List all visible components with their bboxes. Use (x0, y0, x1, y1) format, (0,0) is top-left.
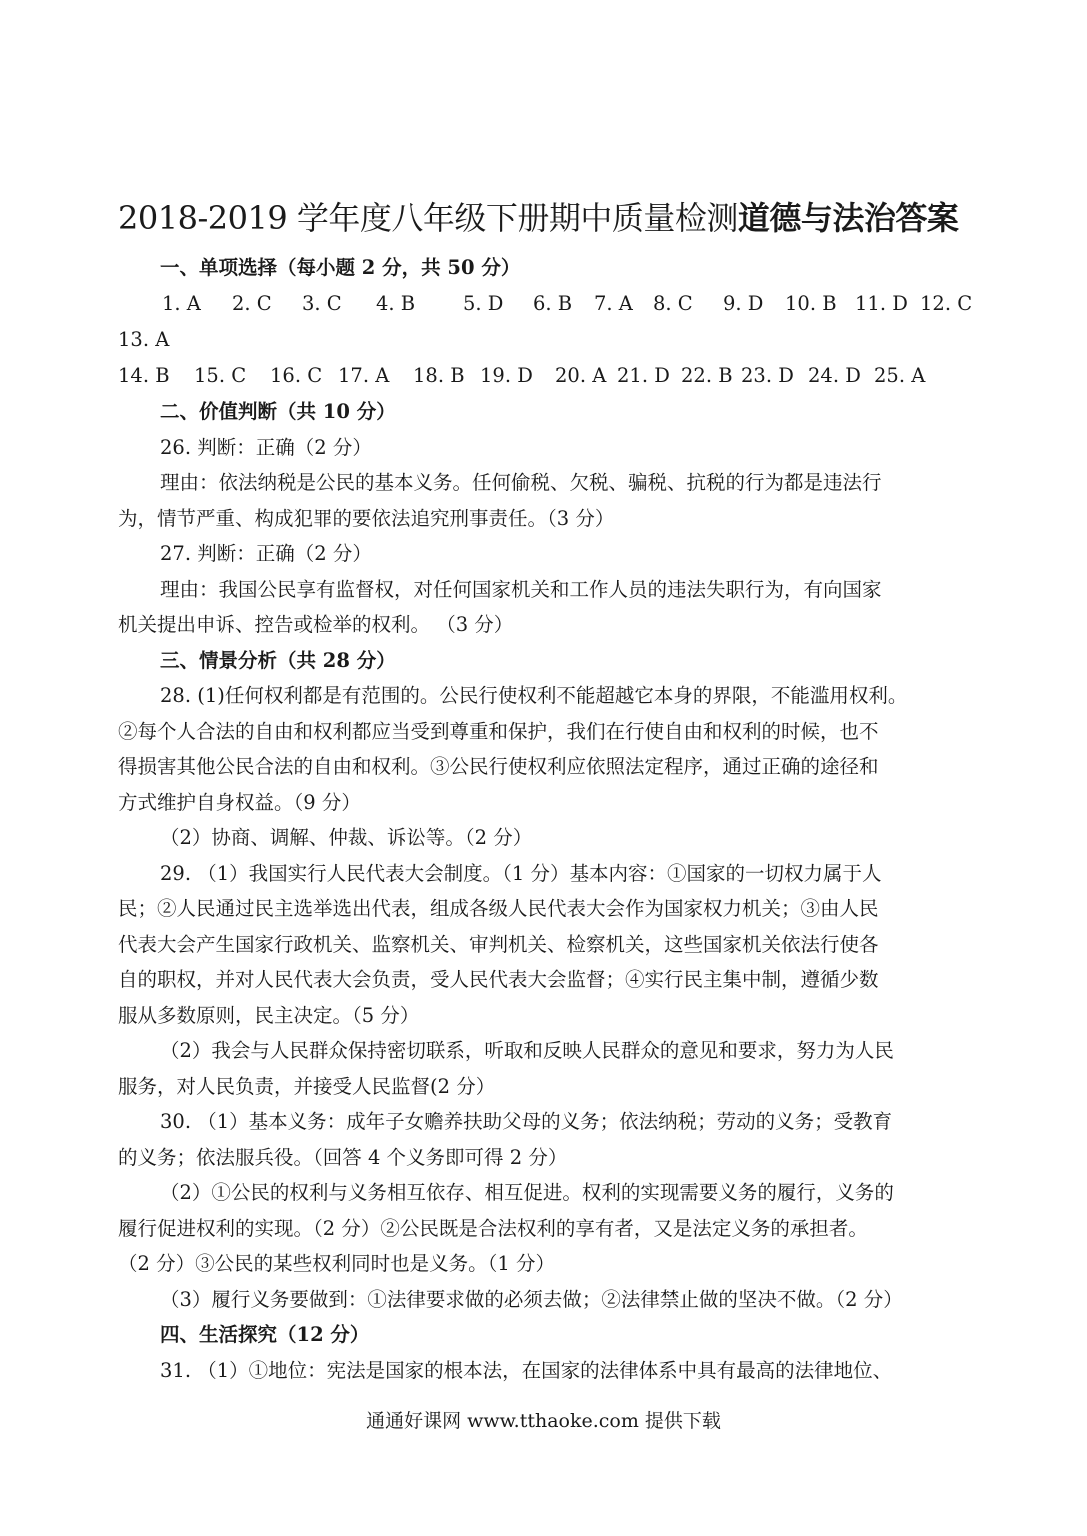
section-heading: 三、情景分析（共 28 分） (160, 648, 396, 672)
text-line: 方式维护自身权益。（9 分） (118, 790, 361, 814)
answer-item: 10. B (785, 292, 837, 315)
text-line: 27. 判断：正确（2 分） (160, 542, 372, 565)
answer-item: 4. B (376, 292, 416, 315)
text-line: 理由：依法纳税是公民的基本义务。任何偷税、欠税、骗税、抗税的行为都是违法行 (160, 471, 882, 494)
text-line: 民；②人民通过民主选举选出代表，组成各级人民代表大会作为国家权力机关；③由人民 (118, 897, 879, 920)
answer-item: 25. A (874, 364, 926, 387)
text-line: 28. (1)任何权利都是有范围的。公民行使权利不能超越它本身的界限，不能滥用权利。 (160, 684, 908, 707)
answer-item: 1. A (162, 292, 201, 315)
answer-item: 2. C (232, 292, 272, 315)
section-heading: 四、生活探究（12 分） (160, 1323, 370, 1346)
text-line: 代表大会产生国家行政机关、监察机关、审判机关、检察机关，这些国家机关依法行使各 (118, 932, 879, 956)
text-line: 得损害其他公民合法的自由和权利。③公民行使权利应依照法定程序，通过正确的途径和 (118, 755, 879, 778)
text-line: 自的职权，并对人民代表大会负责，受人民代表大会监督；④实行民主集中制，遵循少数 (118, 968, 879, 991)
footer-credit: 通通好课网 www.tthaoke.com 提供下载 (366, 1410, 721, 1432)
document-title (118, 192, 978, 244)
text-line: 为，情节严重、构成犯罪的要依法追究刑事责任。（3 分） (118, 506, 615, 530)
text-line: （2 分）③公民的某些权利同时也是义务。（1 分） (118, 1252, 555, 1275)
section1-heading: 一、单项选择（每小题 2 分，共 50 分） (160, 256, 521, 279)
answer-item: 9. D (723, 292, 764, 315)
answer-item: 16. C (270, 364, 323, 387)
text-line: 29. （1）我国实行人民代表大会制度。（1 分）基本内容：①国家的一切权力属于人 (160, 861, 882, 885)
answers-row-1 (118, 286, 978, 322)
text-line: （2）协商、调解、仲裁、诉讼等。（2 分） (160, 826, 533, 849)
answer-item: 8. C (653, 292, 693, 315)
answer-item: 6. B (533, 292, 573, 315)
answer-item: 23. D (741, 364, 794, 387)
text-line: （2）①公民的权利与义务相互依存、相互促进。权利的实现需要义务的履行，义务的 (160, 1181, 894, 1204)
answer-item: 5. D (463, 292, 504, 315)
text-line: ②每个人合法的自由和权利都应当受到尊重和保护，我们在行使自由和权利的时候，也不 (118, 719, 879, 743)
text-line: 服务，对人民负责，并接受人民监督(2 分） (118, 1074, 496, 1098)
answer-item: 7. A (594, 292, 633, 315)
answer-item: 17. A (338, 364, 390, 387)
text-line: 机关提出申诉、控告或检举的权利。 （3 分） (118, 613, 514, 636)
answer-item: 21. D (617, 364, 670, 387)
answer-item: 13. A (118, 328, 170, 351)
text-line: （2）我会与人民群众保持密切联系，听取和反映人民群众的意见和要求，努力为人民 (160, 1039, 894, 1062)
text-line: 履行促进权利的实现。（2 分）②公民既是合法权利的享有者，又是法定义务的承担者。 (118, 1216, 868, 1240)
answers-row-2 (118, 322, 978, 358)
answer-item: 19. D (480, 364, 533, 387)
answer-item: 20. A (555, 364, 607, 387)
text-line: 31. （1）①地位：宪法是国家的根本法，在国家的法律体系中具有最高的法律地位、 (160, 1358, 893, 1382)
answer-item: 3. C (302, 292, 342, 315)
answer-item: 11. D (855, 292, 908, 315)
section-heading: 二、价值判断（共 10 分） (160, 400, 396, 423)
text-line: （3）履行义务要做到：①法律要求做的必须去做；②法律禁止做的坚决不做。（2 分） (160, 1287, 903, 1311)
title-main: 2018-2019 学年度八年级下册期中质量检测 (118, 199, 738, 237)
text-line: 26. 判断：正确（2 分） (160, 435, 372, 459)
answer-item: 15. C (194, 364, 247, 387)
answer-item: 14. B (118, 364, 170, 387)
text-line: 30. （1）基本义务：成年子女赡养扶助父母的义务；依法纳税；劳动的义务；受教育 (160, 1110, 893, 1133)
answer-item: 18. B (413, 364, 465, 387)
answers-row-3 (118, 358, 978, 394)
answer-item: 22. B (681, 364, 733, 387)
text-line: 服从多数原则，民主决定。（5 分） (118, 1003, 420, 1027)
title-bold: 道德与法治答案 (737, 199, 959, 237)
text-line: 的义务；依法服兵役。（回答 4 个义务即可得 2 分） (118, 1145, 568, 1169)
text-line: 理由：我国公民享有监督权，对任何国家机关和工作人员的违法失职行为，有向国家 (160, 577, 882, 601)
answer-item: 12. C (920, 292, 973, 315)
answer-item: 24. D (808, 364, 861, 387)
